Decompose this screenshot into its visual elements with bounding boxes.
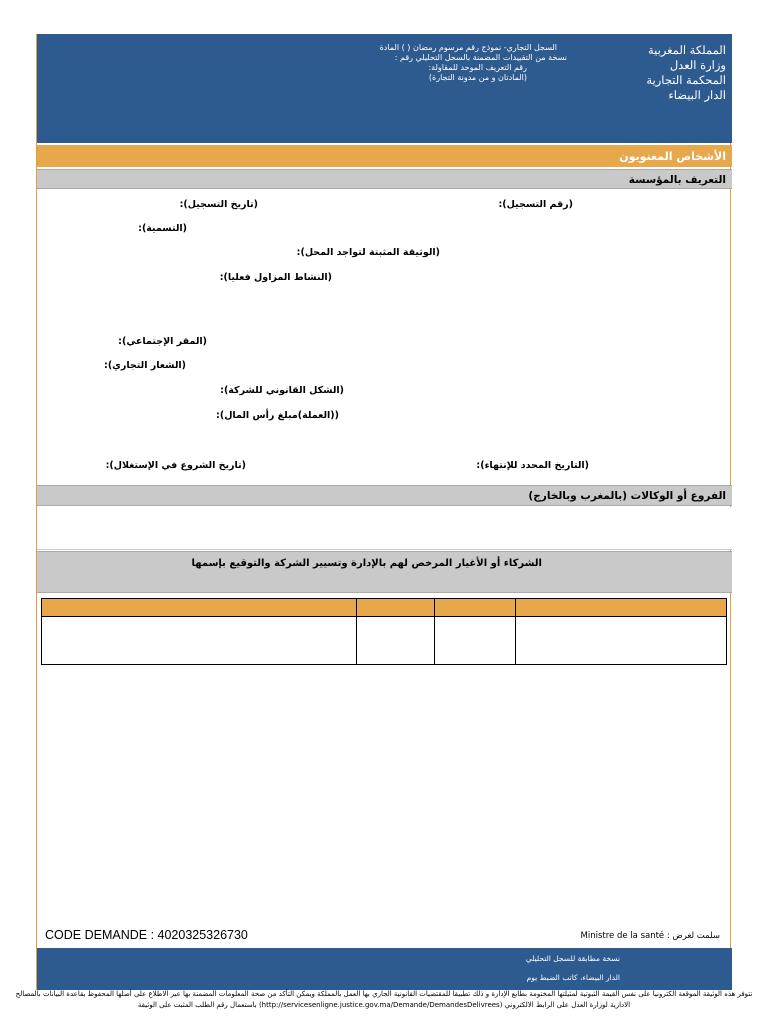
- field-head-office: (المقر الإجتماعي):: [118, 336, 207, 347]
- section-identification: التعريف بالمؤسسة: [37, 169, 732, 189]
- field-name: (التسمية):: [138, 223, 187, 234]
- branches-content: [37, 507, 732, 550]
- partners-col-1: [42, 599, 357, 617]
- ice-line: رقم التعريف الموحد للمقاولة:: [428, 63, 527, 72]
- field-capital: ((العملة)مبلغ رأس المال):: [216, 410, 339, 421]
- table-cell: [435, 617, 516, 665]
- articles-line: (المادتان و من مدونة التجارة): [428, 73, 527, 82]
- register-info: [207, 43, 567, 83]
- section-legal-persons: الأشخاص المعنويون: [37, 145, 732, 167]
- field-legal-form: (الشكل القانوني للشركة):: [220, 385, 344, 396]
- certified-copy-label: نسخة مطابقة للسجل التحليلي: [525, 954, 620, 963]
- document-header: [37, 34, 732, 143]
- issuer-block: [616, 43, 726, 103]
- table-cell: [516, 617, 727, 665]
- partners-col-2: [357, 599, 435, 617]
- legal-disclaimer: [0, 989, 768, 1011]
- field-premises-doc: (الوثيقة المثبتة لتواجد المحل):: [296, 247, 440, 258]
- partners-title: الشركاء أو الأغيار المرخص لهم بالإدارة وتسيير الشركة والتوقيع بإسمها: [191, 558, 542, 569]
- ministry-label: وزارة العدل: [669, 58, 726, 72]
- disclaimer-line-1: تتوفر هذه الوثيقة الموقعة الكترونيا على نفس القيمة الثبوتية لمثيلتها المختومة بطابع الإدارة و ذلك تطبيقا للمقتضيات القانونية الجاري بها العمل بالمملكة ويمكن التأكد من صحة المعلومات المضمنة بها عبر الاطلاع على أصلها المحفوظ بقاعدة البيانات بالمصالح: [15, 990, 753, 998]
- table-row: [42, 617, 727, 665]
- court-label: المحكمة التجارية: [646, 73, 726, 87]
- partners-table: [41, 598, 727, 665]
- certification-footer: [37, 948, 732, 990]
- field-end-date: (التاريخ المحدد للإنتهاء):: [476, 460, 589, 471]
- analytic-register-line: نسخة من التقييدات المضمنة بالسجل التحليلي رقم :: [394, 53, 567, 62]
- clerk-label: الدار البيضاء، كاتب الضبط يوم: [526, 973, 620, 982]
- partners-col-3: [435, 599, 516, 617]
- field-activity: (النشاط المزاول فعليا):: [219, 272, 332, 283]
- section-branches: الفروع أو الوكالات (بالمغرب وبالخارج): [37, 485, 732, 506]
- partners-col-4: [516, 599, 727, 617]
- register-model-line: السجل التجاري- نموذج رقم مرسوم رمضان ( ) المادة: [379, 43, 557, 52]
- table-cell: [42, 617, 357, 665]
- field-reg-number: (رقم التسجيل):: [498, 199, 573, 210]
- field-start-date: (تاريخ الشروع في الإستغلال):: [105, 460, 246, 471]
- code-demande: CODE DEMANDE : 4020325326730: [45, 928, 248, 942]
- partners-table-header: [42, 599, 727, 617]
- requester-line: سلمت لغرض : Ministre de la santé: [580, 931, 720, 941]
- field-reg-date: (تاريخ التسجيل):: [179, 199, 258, 210]
- city-label: الدار البيضاء: [668, 88, 726, 102]
- kingdom-label: المملكة المغربية: [647, 43, 726, 57]
- section-partners: [37, 551, 732, 593]
- document-page: [36, 34, 731, 990]
- table-cell: [357, 617, 435, 665]
- disclaimer-line-2: الادارية لوزارة العدل على الرابط الالكتروني (http://servicesenligne.justice.gov.ma/Demande/DemandesDelivrees) باستعمال رقم الطلب المثبت على الوثيقة: [137, 1001, 631, 1009]
- field-trade-sign: (الشعار التجاري):: [104, 360, 186, 371]
